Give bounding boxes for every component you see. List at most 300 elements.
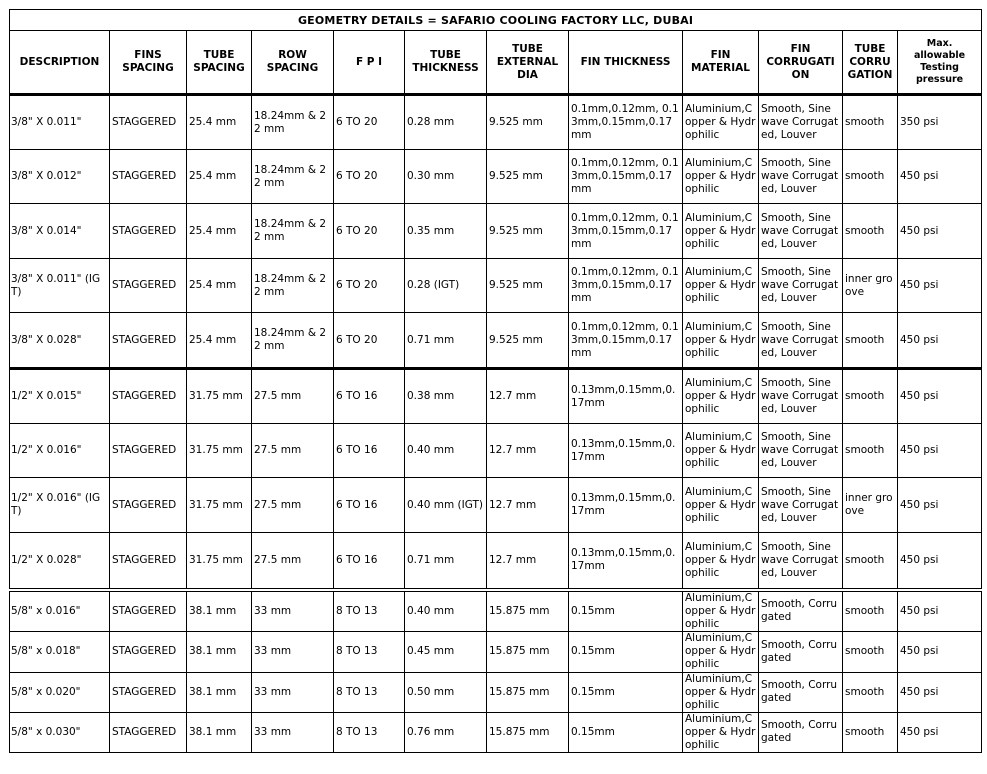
fins-spacing-cell-text: STAGGERED — [112, 279, 177, 291]
fin-thickness-cell — [569, 478, 683, 533]
tube-spacing-cell-text: 38.1 mm — [189, 685, 237, 698]
tube-spacing-cell-text: 38.1 mm — [189, 645, 237, 657]
tube-spacing-cell — [187, 478, 252, 533]
tube-dia-cell — [487, 424, 569, 478]
description-cell — [10, 369, 110, 424]
header-description: DESCRIPTION — [10, 31, 110, 95]
tube-dia-cell-text: 12.7 mm — [489, 498, 537, 511]
fin-thickness-cell-text: 0.13mm,0.15mm,0.17mm — [571, 437, 676, 463]
table-row — [10, 590, 982, 632]
fin-material-cell-text: Aluminium,Copper & Hydrophilic — [685, 485, 756, 524]
table-row — [10, 369, 982, 424]
fins-spacing-cell-text: STAGGERED — [112, 725, 177, 738]
tube-dia-cell — [487, 150, 569, 204]
tube-dia-cell — [487, 478, 569, 533]
fpi-cell — [334, 533, 405, 590]
tube-dia-cell-text: 15.875 mm — [489, 725, 550, 738]
fin-corrugation-cell-text: Smooth, Corrugated — [761, 598, 838, 623]
tube-dia-cell-text: 9.525 mm — [489, 224, 543, 237]
header-tube-thickness: TUBE THICKNESS — [405, 31, 487, 95]
fin-material-cell-text: Aluminium,Copper & Hydrophilic — [685, 157, 756, 195]
fin-thickness-cell-text: 0.1mm,0.12mm, 0.13mm,0.15mm,0.17mm — [571, 157, 679, 195]
fin-thickness-cell — [569, 631, 683, 672]
fpi-cell-text: 8 TO 13 — [336, 604, 378, 617]
tube-spacing-cell-text: 38.1 mm — [189, 604, 237, 617]
row-spacing-cell-text: 27.5 mm — [254, 444, 302, 456]
tube-thickness-cell — [405, 590, 487, 632]
pressure-cell-text: 450 psi — [900, 390, 939, 402]
fpi-cell-text: 8 TO 13 — [336, 725, 378, 738]
header-fin-corrugation: FIN CORRUGATI ON — [759, 31, 843, 95]
header-tube-external-dia: TUBE EXTERNAL DIA — [487, 31, 569, 95]
fin-material-cell-text: Aluminium,Copper & Hydrophilic — [685, 712, 756, 751]
pressure-cell — [898, 204, 982, 259]
tube-dia-cell-text: 12.7 mm — [489, 390, 537, 402]
tube-corrugation-cell — [843, 313, 898, 369]
fpi-cell — [334, 712, 405, 752]
tube-thickness-cell — [405, 712, 487, 752]
tube-thickness-cell-text: 0.28 mm — [407, 116, 455, 128]
fpi-cell-text: 6 TO 20 — [336, 279, 378, 291]
row-spacing-cell — [252, 150, 334, 204]
fin-corrugation-cell-text: Smooth, Sine wave Corrugated, Louver — [761, 157, 839, 195]
tube-spacing-cell-text: 25.4 mm — [189, 333, 237, 346]
fin-corrugation-cell — [759, 590, 843, 632]
geometry-sheet — [9, 9, 981, 753]
description-cell-text: 5/8" x 0.030" — [11, 725, 81, 738]
fin-corrugation-cell — [759, 478, 843, 533]
tube-dia-cell-text: 15.875 mm — [489, 604, 550, 617]
row-spacing-cell-text: 27.5 mm — [254, 390, 302, 402]
fpi-cell-text: 6 TO 20 — [336, 116, 378, 128]
tube-thickness-cell — [405, 533, 487, 590]
fin-corrugation-cell — [759, 369, 843, 424]
fin-material-cell-text: Aluminium,Copper & Hydrophilic — [685, 266, 756, 304]
tube-dia-cell-text: 12.7 mm — [489, 444, 537, 456]
tube-thickness-cell — [405, 478, 487, 533]
description-cell-text: 1/2" X 0.028" — [11, 553, 82, 566]
tube-corrugation-cell-text: inner groove — [845, 492, 893, 517]
fpi-cell-text: 8 TO 13 — [336, 645, 378, 657]
fins-spacing-cell — [110, 259, 187, 313]
fpi-cell-text: 8 TO 13 — [336, 685, 378, 698]
tube-thickness-cell — [405, 631, 487, 672]
fin-material-cell-text: Aluminium,Copper & Hydrophilic — [685, 672, 756, 711]
description-cell-text: 3/8" X 0.011" — [11, 116, 82, 128]
fin-material-cell-text: Aluminium,Copper & Hydrophilic — [685, 540, 756, 579]
pressure-cell-text: 450 psi — [900, 498, 939, 511]
fins-spacing-cell — [110, 712, 187, 752]
fins-spacing-cell-text: STAGGERED — [112, 390, 177, 402]
tube-spacing-cell-text: 31.75 mm — [189, 390, 243, 402]
description-cell — [10, 259, 110, 313]
fins-spacing-cell — [110, 95, 187, 150]
fin-thickness-cell-text: 0.13mm,0.15mm,0.17mm — [571, 547, 676, 573]
fin-thickness-cell — [569, 590, 683, 632]
description-cell-text: 3/8" X 0.014" — [11, 224, 82, 237]
tube-spacing-cell — [187, 150, 252, 204]
fin-material-cell-text: Aluminium,Copper & Hydrophilic — [685, 320, 756, 359]
tube-spacing-cell — [187, 259, 252, 313]
fin-corrugation-cell — [759, 95, 843, 150]
fins-spacing-cell — [110, 478, 187, 533]
tube-thickness-cell-text: 0.76 mm — [407, 725, 455, 738]
description-cell-text: 5/8" x 0.020" — [11, 685, 81, 698]
header-fins-spacing: FINS SPACING — [110, 31, 187, 95]
tube-thickness-cell-text: 0.71 mm — [407, 553, 455, 566]
tube-dia-cell — [487, 313, 569, 369]
fin-thickness-cell — [569, 712, 683, 752]
header-row — [10, 31, 982, 95]
row-spacing-cell — [252, 478, 334, 533]
fin-material-cell — [683, 313, 759, 369]
tube-spacing-cell — [187, 95, 252, 150]
fpi-cell — [334, 150, 405, 204]
fin-material-cell-text: Aluminium,Copper & Hydrophilic — [685, 377, 756, 415]
description-cell-text: 5/8" x 0.016" — [11, 604, 81, 617]
fin-corrugation-cell-text: Smooth, Sine wave Corrugated, Louver — [761, 103, 839, 141]
fin-corrugation-cell-text: Smooth, Sine wave Corrugated, Louver — [761, 431, 839, 469]
fin-thickness-cell — [569, 259, 683, 313]
fins-spacing-cell-text: STAGGERED — [112, 553, 177, 566]
tube-thickness-cell-text: 0.30 mm — [407, 170, 455, 182]
description-cell-text: 1/2" X 0.015" — [11, 390, 82, 402]
pressure-cell — [898, 478, 982, 533]
tube-spacing-cell-text: 25.4 mm — [189, 116, 237, 128]
pressure-cell-text: 450 psi — [900, 170, 939, 182]
fin-material-cell — [683, 204, 759, 259]
fins-spacing-cell — [110, 533, 187, 590]
fin-corrugation-cell-text: Smooth, Corrugated — [761, 638, 838, 664]
tube-corrugation-cell-text: smooth — [845, 645, 885, 657]
tube-spacing-cell-text: 31.75 mm — [189, 553, 243, 566]
tube-spacing-cell-text: 25.4 mm — [189, 170, 237, 182]
fin-material-cell-text: Aluminium,Copper & Hydrophilic — [685, 211, 756, 250]
tube-corrugation-cell — [843, 369, 898, 424]
tube-corrugation-cell — [843, 150, 898, 204]
row-spacing-cell-text: 18.24mm & 22 mm — [254, 109, 327, 135]
tube-thickness-cell-text: 0.40 mm — [407, 444, 455, 456]
table-row — [10, 204, 982, 259]
tube-dia-cell — [487, 672, 569, 712]
fpi-cell — [334, 590, 405, 632]
fin-material-cell-text: Aluminium,Copper & Hydrophilic — [685, 431, 756, 469]
table-row — [10, 533, 982, 590]
fin-thickness-cell — [569, 150, 683, 204]
row-spacing-cell — [252, 259, 334, 313]
fin-material-cell — [683, 631, 759, 672]
table-body — [10, 95, 982, 753]
tube-thickness-cell-text: 0.28 (IGT) — [407, 279, 460, 291]
fin-corrugation-cell — [759, 204, 843, 259]
row-spacing-cell — [252, 369, 334, 424]
tube-spacing-cell — [187, 631, 252, 672]
fin-corrugation-cell-text: Smooth, Sine wave Corrugated, Louver — [761, 320, 839, 359]
tube-corrugation-cell-text: smooth — [845, 444, 885, 456]
header-fin-thickness: FIN THICKNESS — [569, 31, 683, 95]
tube-thickness-cell-text: 0.40 mm (IGT) — [407, 498, 483, 511]
fins-spacing-cell-text: STAGGERED — [112, 333, 177, 346]
tube-corrugation-cell-text: smooth — [845, 116, 885, 128]
fpi-cell — [334, 369, 405, 424]
tube-spacing-cell-text: 25.4 mm — [189, 224, 237, 237]
tube-thickness-cell-text: 0.45 mm — [407, 645, 455, 657]
tube-dia-cell-text: 9.525 mm — [489, 279, 543, 291]
fins-spacing-cell — [110, 631, 187, 672]
fpi-cell-text: 6 TO 16 — [336, 390, 378, 402]
fin-thickness-cell-text: 0.15mm — [571, 685, 615, 698]
tube-spacing-cell — [187, 712, 252, 752]
tube-dia-cell-text: 9.525 mm — [489, 333, 543, 346]
pressure-cell — [898, 369, 982, 424]
description-cell-text: 3/8" X 0.011" (IGT) — [11, 272, 101, 298]
fins-spacing-cell-text: STAGGERED — [112, 116, 177, 128]
fins-spacing-cell-text: STAGGERED — [112, 645, 177, 657]
fpi-cell — [334, 631, 405, 672]
row-spacing-cell — [252, 672, 334, 712]
fin-corrugation-cell-text: Smooth, Sine wave Corrugated, Louver — [761, 377, 839, 415]
fins-spacing-cell-text: STAGGERED — [112, 604, 177, 617]
tube-corrugation-cell-text: smooth — [845, 224, 885, 237]
tube-corrugation-cell — [843, 672, 898, 712]
fin-corrugation-cell-text: Smooth, Sine wave Corrugated, Louver — [761, 266, 839, 304]
row-spacing-cell — [252, 313, 334, 369]
tube-dia-cell — [487, 712, 569, 752]
description-cell-text: 3/8" X 0.012" — [11, 170, 82, 182]
description-cell — [10, 313, 110, 369]
row-spacing-cell-text: 33 mm — [254, 685, 292, 698]
row-spacing-cell-text: 33 mm — [254, 645, 292, 657]
row-spacing-cell-text: 18.24mm & 22 mm — [254, 327, 327, 352]
fins-spacing-cell-text: STAGGERED — [112, 224, 177, 237]
description-cell-text: 5/8" x 0.018" — [11, 645, 81, 657]
table-row — [10, 313, 982, 369]
pressure-cell — [898, 259, 982, 313]
row-spacing-cell — [252, 95, 334, 150]
pressure-cell-text: 450 psi — [900, 604, 939, 617]
fpi-cell-text: 6 TO 20 — [336, 170, 378, 182]
fin-corrugation-cell — [759, 313, 843, 369]
tube-dia-cell — [487, 369, 569, 424]
table-row — [10, 631, 982, 672]
row-spacing-cell — [252, 533, 334, 590]
description-cell-text: 3/8" X 0.028" — [11, 333, 82, 346]
pressure-cell — [898, 313, 982, 369]
fpi-cell — [334, 259, 405, 313]
fins-spacing-cell-text: STAGGERED — [112, 444, 177, 456]
tube-dia-cell-text: 12.7 mm — [489, 553, 537, 566]
fpi-cell-text: 6 TO 16 — [336, 498, 378, 511]
fin-thickness-cell — [569, 533, 683, 590]
description-cell — [10, 672, 110, 712]
description-cell — [10, 712, 110, 752]
description-cell — [10, 424, 110, 478]
fin-corrugation-cell — [759, 631, 843, 672]
row-spacing-cell — [252, 204, 334, 259]
description-cell — [10, 204, 110, 259]
pressure-cell-text: 450 psi — [900, 725, 939, 738]
fin-thickness-cell-text: 0.13mm,0.15mm,0.17mm — [571, 383, 676, 409]
tube-corrugation-cell — [843, 712, 898, 752]
fin-material-cell — [683, 478, 759, 533]
row-spacing-cell-text: 27.5 mm — [254, 553, 302, 566]
fin-corrugation-cell-text: Smooth, Sine wave Corrugated, Louver — [761, 540, 839, 579]
tube-thickness-cell-text: 0.50 mm — [407, 685, 455, 698]
fin-corrugation-cell-text: Smooth, Sine wave Corrugated, Louver — [761, 485, 839, 524]
tube-dia-cell-text: 15.875 mm — [489, 685, 550, 698]
tube-corrugation-cell-text: smooth — [845, 553, 885, 566]
pressure-cell — [898, 95, 982, 150]
row-spacing-cell — [252, 631, 334, 672]
description-cell-text: 1/2" X 0.016" (IGT) — [11, 492, 101, 517]
fpi-cell — [334, 478, 405, 533]
tube-thickness-cell — [405, 369, 487, 424]
fin-material-cell — [683, 424, 759, 478]
table-row — [10, 259, 982, 313]
description-cell — [10, 150, 110, 204]
row-spacing-cell-text: 18.24mm & 22 mm — [254, 163, 327, 189]
fin-corrugation-cell — [759, 712, 843, 752]
tube-dia-cell — [487, 533, 569, 590]
pressure-cell-text: 450 psi — [900, 685, 939, 698]
tube-spacing-cell — [187, 204, 252, 259]
fin-material-cell — [683, 712, 759, 752]
fins-spacing-cell — [110, 590, 187, 632]
fins-spacing-cell — [110, 424, 187, 478]
fin-thickness-cell — [569, 424, 683, 478]
pressure-cell-text: 450 psi — [900, 553, 939, 566]
fpi-cell — [334, 672, 405, 712]
header-fin-material: FIN MATERIAL — [683, 31, 759, 95]
description-cell — [10, 533, 110, 590]
fpi-cell-text: 6 TO 20 — [336, 333, 378, 346]
tube-spacing-cell-text: 31.75 mm — [189, 444, 243, 456]
tube-dia-cell-text: 9.525 mm — [489, 170, 543, 182]
fin-material-cell — [683, 672, 759, 712]
tube-spacing-cell-text: 25.4 mm — [189, 279, 237, 291]
description-cell — [10, 478, 110, 533]
tube-corrugation-cell — [843, 204, 898, 259]
pressure-cell — [898, 590, 982, 632]
fin-thickness-cell — [569, 95, 683, 150]
tube-corrugation-cell — [843, 631, 898, 672]
pressure-cell — [898, 672, 982, 712]
tube-thickness-cell-text: 0.40 mm — [407, 604, 455, 617]
tube-dia-cell-text: 15.875 mm — [489, 645, 550, 657]
pressure-cell-text: 450 psi — [900, 645, 939, 657]
fpi-cell — [334, 313, 405, 369]
fin-material-cell-text: Aluminium,Copper & Hydrophilic — [685, 591, 756, 630]
fin-corrugation-cell — [759, 533, 843, 590]
table-title: GEOMETRY DETAILS = SAFARIO COOLING FACTORY LLC, DUBAI — [10, 10, 982, 31]
fin-thickness-cell — [569, 313, 683, 369]
fin-thickness-cell-text: 0.1mm,0.12mm, 0.13mm,0.15mm,0.17mm — [571, 320, 679, 359]
fin-thickness-cell-text: 0.1mm,0.12mm, 0.13mm,0.15mm,0.17mm — [571, 266, 679, 304]
fin-material-cell — [683, 95, 759, 150]
fpi-cell — [334, 204, 405, 259]
row-spacing-cell — [252, 424, 334, 478]
tube-spacing-cell — [187, 424, 252, 478]
fpi-cell — [334, 95, 405, 150]
header-row-spacing: ROW SPACING — [252, 31, 334, 95]
fin-corrugation-cell-text: Smooth, Sine wave Corrugated, Louver — [761, 211, 839, 250]
tube-corrugation-cell-text: smooth — [845, 604, 885, 617]
tube-thickness-cell-text: 0.38 mm — [407, 390, 455, 402]
title-row — [10, 10, 982, 31]
fin-thickness-cell — [569, 369, 683, 424]
row-spacing-cell-text: 27.5 mm — [254, 498, 302, 511]
header-fpi: F P I — [334, 31, 405, 95]
fpi-cell-text: 6 TO 16 — [336, 444, 378, 456]
fin-corrugation-cell-text: Smooth, Corrugated — [761, 679, 838, 704]
pressure-cell — [898, 424, 982, 478]
fin-thickness-cell-text: 0.15mm — [571, 645, 615, 657]
pressure-cell — [898, 712, 982, 752]
geometry-table — [9, 9, 982, 753]
table-row — [10, 478, 982, 533]
tube-dia-cell — [487, 95, 569, 150]
tube-thickness-cell-text: 0.71 mm — [407, 333, 455, 346]
tube-thickness-cell — [405, 313, 487, 369]
description-cell — [10, 95, 110, 150]
tube-thickness-cell — [405, 204, 487, 259]
tube-dia-cell-text: 9.525 mm — [489, 116, 543, 128]
fin-thickness-cell-text: 0.1mm,0.12mm, 0.13mm,0.15mm,0.17mm — [571, 103, 679, 141]
fins-spacing-cell — [110, 150, 187, 204]
fin-thickness-cell-text: 0.15mm — [571, 725, 615, 738]
table-row — [10, 424, 982, 478]
tube-thickness-cell — [405, 672, 487, 712]
tube-spacing-cell — [187, 672, 252, 712]
fin-material-cell — [683, 150, 759, 204]
pressure-cell-text: 450 psi — [900, 224, 939, 237]
fin-corrugation-cell — [759, 150, 843, 204]
table-row — [10, 95, 982, 150]
table-row — [10, 672, 982, 712]
pressure-cell-text: 350 psi — [900, 116, 939, 128]
tube-dia-cell — [487, 631, 569, 672]
fin-thickness-cell — [569, 672, 683, 712]
tube-thickness-cell-text: 0.35 mm — [407, 224, 455, 237]
description-cell — [10, 631, 110, 672]
tube-spacing-cell-text: 38.1 mm — [189, 725, 237, 738]
fins-spacing-cell — [110, 369, 187, 424]
tube-thickness-cell — [405, 150, 487, 204]
tube-spacing-cell — [187, 369, 252, 424]
tube-thickness-cell — [405, 424, 487, 478]
fin-corrugation-cell — [759, 259, 843, 313]
tube-dia-cell — [487, 259, 569, 313]
fin-material-cell-text: Aluminium,Copper & Hydrophilic — [685, 103, 756, 141]
pressure-cell-text: 450 psi — [900, 444, 939, 456]
fpi-cell-text: 6 TO 20 — [336, 224, 378, 237]
fin-corrugation-cell — [759, 424, 843, 478]
tube-corrugation-cell-text: smooth — [845, 685, 885, 698]
tube-dia-cell — [487, 590, 569, 632]
pressure-cell — [898, 150, 982, 204]
tube-corrugation-cell — [843, 533, 898, 590]
tube-corrugation-cell-text: smooth — [845, 390, 885, 402]
tube-corrugation-cell — [843, 95, 898, 150]
fpi-cell — [334, 424, 405, 478]
fins-spacing-cell — [110, 204, 187, 259]
tube-corrugation-cell — [843, 478, 898, 533]
fin-thickness-cell — [569, 204, 683, 259]
tube-corrugation-cell — [843, 259, 898, 313]
pressure-cell-text: 450 psi — [900, 279, 939, 291]
tube-dia-cell — [487, 204, 569, 259]
header-max-pressure: Max. allowable Testing pressure — [898, 31, 982, 95]
